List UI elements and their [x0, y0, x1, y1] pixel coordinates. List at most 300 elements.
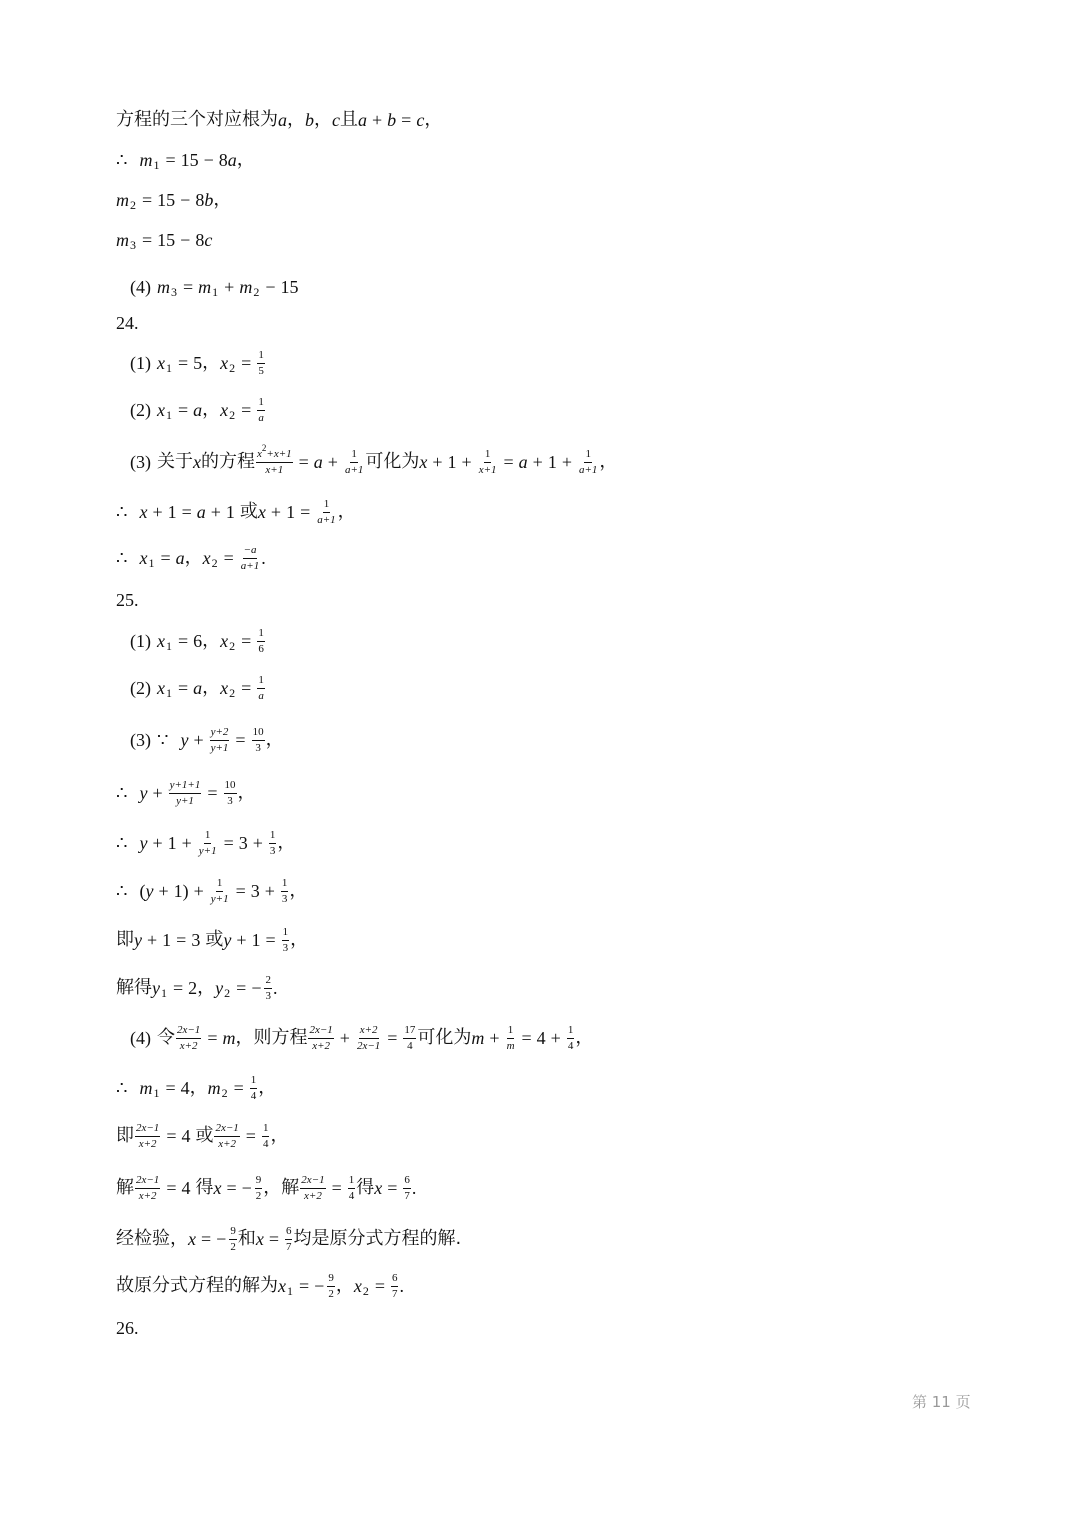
- denominator: 7: [285, 1240, 292, 1253]
- fraction: [285, 1226, 293, 1253]
- var: a: [196, 502, 206, 522]
- denominator: 4: [567, 1039, 574, 1052]
- text: ，: [335, 1275, 354, 1296]
- denominator: x+1: [478, 463, 497, 476]
- denominator: 4: [348, 1189, 355, 1202]
- fraction: [282, 927, 290, 954]
- text: ，: [314, 109, 332, 130]
- fraction: [176, 1025, 201, 1052]
- var: m: [139, 1078, 153, 1098]
- fraction: [403, 1025, 416, 1052]
- number: 1: [173, 881, 183, 901]
- math-line: (1) x 1 = 6 ， x 2 = $\frac{1}{6}$: [130, 626, 264, 655]
- therefore-symbol: ∴: [116, 881, 128, 901]
- subscript: 1: [148, 556, 155, 570]
- denominator: 2: [255, 1189, 262, 1202]
- number: 1: [547, 452, 557, 472]
- fraction: [506, 1025, 516, 1052]
- var: x: [157, 400, 165, 420]
- fraction: [229, 1226, 237, 1253]
- denominator: 3: [281, 892, 288, 905]
- math-line: ∴ x + 1 = a + 1 或 x + 1 = $\frac{1}{a+1}$ ，: [116, 497, 356, 526]
- subscript: 2: [224, 986, 231, 1000]
- math-line: ∴ y + 1 + $\frac{1}{y+1}$ = 3 + $\frac{1}{3}$ ，: [116, 828, 296, 857]
- number: 15: [157, 190, 176, 210]
- denominator: 4: [250, 1089, 257, 1102]
- var: y: [223, 930, 232, 950]
- subscript: 2: [130, 198, 136, 212]
- subscript: 2: [211, 556, 218, 570]
- fraction: [316, 499, 336, 526]
- fraction: [240, 545, 260, 572]
- numerator: 9: [327, 1273, 335, 1287]
- var: x: [353, 1276, 362, 1296]
- var: x: [419, 452, 428, 472]
- denominator: 4: [262, 1137, 269, 1150]
- var: x: [278, 1276, 286, 1296]
- var: b: [204, 190, 214, 210]
- math-line: (3) ∵ y + $\frac{y+2}{y+1}$ = $\frac{10}{3}$ ，: [130, 725, 284, 754]
- number: 8: [218, 150, 228, 170]
- text: ，: [202, 677, 221, 698]
- text: 即: [116, 929, 134, 950]
- text: ，: [599, 451, 618, 472]
- numerator: 10: [224, 780, 237, 794]
- fraction: [255, 1175, 263, 1202]
- number: 8: [195, 190, 205, 210]
- var: m: [157, 277, 170, 297]
- var: a: [193, 400, 203, 420]
- text: ，: [258, 1077, 277, 1098]
- var: a: [313, 452, 323, 472]
- var: x: [220, 631, 229, 651]
- denominator: a+1: [344, 463, 364, 476]
- text: ，: [265, 729, 284, 750]
- fraction: [257, 675, 265, 702]
- fraction: [403, 1175, 411, 1202]
- text: 解: [116, 1177, 134, 1198]
- var: a: [358, 110, 367, 130]
- question-label: 26.: [116, 1318, 139, 1338]
- denominator: 7: [404, 1189, 410, 1202]
- fraction: [257, 350, 265, 377]
- denominator: y+1: [210, 741, 229, 754]
- subscript: 2: [362, 1284, 369, 1298]
- question-label: 24.: [116, 313, 139, 333]
- part-label: (4): [130, 1028, 151, 1048]
- part-label: (2): [130, 678, 151, 698]
- var: m: [207, 1078, 221, 1098]
- numerator: 1: [257, 397, 265, 411]
- numerator: 6: [391, 1273, 399, 1287]
- therefore-symbol: ∴: [116, 150, 128, 170]
- math-line: 经检验， x = − $\frac{9}{2}$ 和 x = $\frac{6}{7}$ 均是原分式方程的解.: [116, 1224, 462, 1253]
- fraction: [257, 628, 265, 655]
- var: x: [188, 1229, 196, 1249]
- subscript: 1: [287, 1284, 293, 1298]
- question-number: [116, 1319, 139, 1337]
- math-line: ∴ m 1 = 15 − 8 a ，: [116, 149, 255, 172]
- subscript: 1: [212, 285, 219, 299]
- denominator: y+1: [210, 892, 229, 905]
- numerator: 9: [255, 1175, 263, 1189]
- subscript: 3: [130, 238, 136, 252]
- text: ，: [289, 880, 308, 901]
- subscript: 2: [229, 639, 236, 653]
- text: 经检验，: [116, 1228, 188, 1249]
- text: 可化为: [365, 451, 420, 472]
- fraction: [348, 1175, 356, 1202]
- numerator: 1: [584, 449, 592, 463]
- text: ，则方程: [235, 1027, 308, 1048]
- fraction: [308, 1025, 333, 1052]
- fraction: [257, 397, 265, 424]
- because-symbol: ∵: [157, 730, 169, 750]
- numerator: 2x−1: [308, 1025, 333, 1039]
- numerator: 2x−1: [214, 1123, 239, 1137]
- var: y: [152, 978, 160, 998]
- text: 的方程: [201, 451, 255, 472]
- var: m: [471, 1028, 485, 1048]
- denominator: 3: [282, 941, 289, 954]
- fraction: [344, 449, 364, 476]
- numerator: 1: [323, 499, 331, 513]
- var: c: [416, 110, 425, 130]
- text: 令: [157, 1027, 175, 1048]
- part-label: (3): [130, 452, 151, 472]
- math-line: (2) x 1 = a ， x 2 = $\frac{1}{a}$: [130, 395, 264, 424]
- var: m: [116, 190, 129, 210]
- part-label: (4): [130, 277, 151, 297]
- var: m: [139, 150, 153, 170]
- var: x: [257, 502, 266, 522]
- denominator: 3: [227, 794, 233, 807]
- math-line: ∴ y + $\frac{y+1+1}{y+1}$ = $\frac{10}{3}$ ，: [116, 778, 256, 807]
- denominator: 7: [391, 1287, 398, 1300]
- denominator: x+1: [265, 463, 284, 476]
- question-number: [116, 591, 139, 609]
- var: x: [374, 1178, 383, 1198]
- text: ，: [290, 929, 309, 950]
- var: x: [193, 452, 201, 472]
- number: 4: [181, 1178, 191, 1198]
- part-label: (1): [130, 631, 151, 651]
- therefore-symbol: ∴: [116, 833, 128, 853]
- fraction: [264, 975, 272, 1002]
- number: 3: [238, 833, 248, 853]
- subscript: 1: [166, 686, 172, 700]
- fraction: [300, 1175, 325, 1202]
- var: y: [134, 930, 142, 950]
- text: ，: [202, 352, 221, 373]
- math-line: m 2 = 15 − 8 b ，: [116, 189, 232, 212]
- numerator: 9: [229, 1226, 237, 1240]
- denominator: 2: [230, 1240, 236, 1253]
- subscript: 2: [229, 408, 236, 422]
- fraction: [224, 780, 237, 807]
- var: x: [213, 1178, 222, 1198]
- fraction: [252, 727, 265, 754]
- denominator: x+2: [218, 1137, 237, 1150]
- var: c: [332, 110, 340, 130]
- fraction: [269, 830, 277, 857]
- var: a: [193, 678, 203, 698]
- numerator: [256, 442, 293, 463]
- number: 1: [167, 502, 177, 522]
- text: 关于: [157, 451, 193, 472]
- numerator: 1: [484, 449, 492, 463]
- number: 2: [188, 978, 198, 998]
- denominator: x+2: [179, 1039, 198, 1052]
- var: a: [278, 110, 287, 130]
- text: 解得: [116, 977, 152, 998]
- text: ，: [263, 1177, 282, 1198]
- var: y: [139, 783, 148, 803]
- var: c: [204, 230, 213, 250]
- var: x: [139, 502, 148, 522]
- numerator: −a: [243, 545, 258, 559]
- denominator: x+2: [304, 1189, 322, 1202]
- text: ，: [424, 109, 443, 130]
- number: 6: [193, 631, 203, 651]
- text: 或: [239, 501, 258, 522]
- fraction: [262, 1123, 270, 1150]
- numerator: 1: [204, 830, 212, 844]
- denominator: x+2: [312, 1039, 331, 1052]
- denominator: x+2: [138, 1137, 157, 1150]
- var: m: [222, 1028, 236, 1048]
- var: x: [139, 548, 148, 568]
- text: 且: [340, 109, 358, 130]
- numerator: 1: [282, 927, 290, 941]
- var: x: [220, 353, 229, 373]
- fraction: [356, 1025, 381, 1052]
- numerator: 6: [403, 1175, 411, 1189]
- numerator: 1: [507, 1025, 515, 1039]
- expr: +x+1: [266, 447, 292, 460]
- number: 4: [180, 1078, 190, 1098]
- text: 可化为: [417, 1027, 472, 1048]
- numerator: 1: [269, 830, 277, 844]
- var: m: [198, 277, 212, 297]
- number: 15: [180, 150, 199, 170]
- subscript: 2: [221, 1086, 228, 1100]
- numerator: y+1+1: [169, 780, 202, 794]
- fraction: [327, 1273, 335, 1300]
- math-line: (3) 关于 x 的方程 $\frac{x^2+x+1}{x+1}$ = a + $\frac{1}{a+1}$ 可化为 x + 1 + $\frac{1}{x+1}$ = a + 1 + $\frac{1}{a+1}$ ，: [130, 442, 618, 476]
- text: 解: [281, 1177, 300, 1198]
- numerator: 1: [262, 1123, 270, 1137]
- math-line: 即 $\frac{2x-1}{x+2}$ = 4 或 $\frac{2x-1}{x+2}$ = $\frac{1}{4}$ ，: [116, 1121, 289, 1150]
- numerator: 6: [285, 1226, 293, 1240]
- subscript: 2: [253, 285, 260, 299]
- number: 5: [193, 353, 203, 373]
- math-line: (1) x 1 = 5 ， x 2 = $\frac{1}{5}$: [130, 348, 264, 377]
- number: 15: [280, 277, 299, 297]
- fraction: [210, 727, 230, 754]
- numerator: 2x−1: [300, 1175, 325, 1189]
- numerator: y+2: [210, 727, 230, 741]
- numerator: 1: [257, 350, 265, 364]
- number: 1: [251, 930, 261, 950]
- denominator: 5: [258, 364, 264, 377]
- number: 3: [250, 881, 260, 901]
- numerator: 1: [350, 449, 358, 463]
- denominator: a+1: [578, 463, 598, 476]
- var: a: [175, 548, 185, 568]
- text: ，: [575, 1027, 594, 1048]
- math-line: 解得 y 1 = 2 ， y 2 = − $\frac{2}{3}$ .: [116, 973, 278, 1002]
- text: 得: [195, 1177, 214, 1198]
- text: 方程的三个对应根为: [116, 109, 278, 130]
- math-line: (4) 令 $\frac{2x-1}{x+2}$ = m ，则方程 $\frac{2x-1}{x+2}$ + $\frac{x+2}{2x-1}$ = $\frac{17}{4}$ 可化为 m + $\frac{1}{m}$ = 4 + $\frac{1}{4}$ ，: [130, 1023, 594, 1052]
- fraction: [250, 1075, 258, 1102]
- var: x: [157, 631, 165, 651]
- denominator: 4: [407, 1039, 413, 1052]
- number: 1: [447, 452, 457, 472]
- question-label: 25.: [116, 590, 139, 610]
- numerator: 2x−1: [135, 1123, 160, 1137]
- subscript: 1: [166, 361, 172, 375]
- var: b: [387, 110, 397, 130]
- fraction: [198, 830, 218, 857]
- numerator: 10: [252, 727, 265, 741]
- fraction: [391, 1273, 399, 1300]
- number: 4: [536, 1028, 546, 1048]
- numerator: 1: [250, 1075, 258, 1089]
- var: a: [227, 150, 237, 170]
- subscript: 1: [153, 158, 160, 172]
- numerator: 1: [257, 628, 265, 642]
- therefore-symbol: ∴: [116, 502, 128, 522]
- math-line: 即 y + 1 = 3 或 y + 1 = $\frac{1}{3}$ ，: [116, 925, 309, 954]
- number: 1: [286, 502, 296, 522]
- math-line: (2) x 1 = a ， x 2 = $\frac{1}{a}$: [130, 673, 264, 702]
- therefore-symbol: ∴: [116, 783, 128, 803]
- numerator: 1: [281, 878, 289, 892]
- denominator: 3: [255, 741, 261, 754]
- numerator: x+2: [359, 1025, 379, 1039]
- text: ，: [184, 547, 203, 568]
- text: ，: [277, 832, 296, 853]
- denominator: 2x−1: [356, 1039, 381, 1052]
- therefore-symbol: ∴: [116, 1078, 128, 1098]
- subscript: 1: [166, 639, 172, 653]
- var: b: [305, 110, 314, 130]
- text: 故原分式方程的解为: [116, 1275, 278, 1296]
- denominator: y+1: [198, 844, 217, 857]
- subscript: 3: [171, 285, 177, 299]
- page-number: 第 11 页: [912, 1393, 971, 1411]
- numerator: 1: [257, 675, 265, 689]
- subscript: 1: [153, 1086, 160, 1100]
- numerator: 17: [403, 1025, 416, 1039]
- fraction: [135, 1175, 160, 1202]
- var: y: [180, 730, 189, 750]
- math-line: 方程的三个对应根为 a ， b ， c 且 a + b = c ，: [116, 109, 443, 130]
- numerator: 2x−1: [176, 1025, 201, 1039]
- numerator: 2x−1: [135, 1175, 160, 1189]
- math-line: 解 $\frac{2x-1}{x+2}$ = 4 得 x = − $\frac{9}{2}$ ， 解 $\frac{2x-1}{x+2}$ = $\frac{1}{4}$ 得 x = $\frac{6}{7}$ .: [116, 1173, 417, 1202]
- math-line: m 3 = 15 − 8 c: [116, 230, 213, 252]
- math-line: ∴ m 1 = 4 ， m 2 = $\frac{1}{4}$ ，: [116, 1073, 277, 1102]
- var: x: [157, 678, 165, 698]
- math-line: (4) m 3 = m 1 + m 2 − 15: [130, 277, 299, 299]
- text: ，: [337, 501, 356, 522]
- part-label: (1): [130, 353, 151, 373]
- denominator: x+2: [138, 1189, 157, 1202]
- var: x: [220, 678, 229, 698]
- math-line: ∴ x 1 = a ， x 2 = $\frac{-a}{a+1}$ .: [116, 543, 266, 572]
- denominator: 3: [269, 844, 276, 857]
- text: ，: [189, 1077, 208, 1098]
- text: 均是原分式方程的解.: [293, 1228, 462, 1249]
- subscript: 1: [161, 986, 167, 1000]
- text: 或: [205, 929, 224, 950]
- fraction: [567, 1025, 575, 1052]
- text: ，: [236, 149, 255, 170]
- number: 1: [167, 833, 177, 853]
- fraction: [214, 1123, 239, 1150]
- fraction: [210, 878, 230, 905]
- text: 即: [116, 1125, 134, 1146]
- var: y: [139, 833, 148, 853]
- denominator: a: [258, 689, 264, 702]
- numerator: 1: [567, 1025, 575, 1039]
- subscript: 1: [166, 408, 172, 422]
- question-number: [116, 314, 139, 332]
- math-line: 故原分式方程的解为 x 1 = − $\frac{9}{2}$ ， x 2 = $\frac{6}{7}$ .: [116, 1271, 404, 1300]
- number: 8: [195, 230, 205, 250]
- denominator: a+1: [317, 513, 336, 526]
- text: 得: [356, 1177, 375, 1198]
- math-line: ∴ ( y + 1 ) + $\frac{1}{y+1}$ = 3 + $\frac{1}{3}$ ，: [116, 876, 308, 905]
- text: ，: [287, 109, 305, 130]
- denominator: 6: [258, 642, 264, 655]
- part-label: (2): [130, 400, 151, 420]
- part-label: (3): [130, 730, 151, 750]
- var: x: [157, 353, 165, 373]
- fraction: [169, 780, 202, 807]
- fraction: [578, 449, 598, 476]
- text: 和: [237, 1228, 256, 1249]
- number: 1: [162, 930, 172, 950]
- text: 或: [195, 1125, 214, 1146]
- text: ，: [237, 782, 256, 803]
- expr: x: [257, 447, 262, 460]
- denominator: a: [258, 411, 264, 424]
- numerator: 1: [216, 878, 224, 892]
- number: 1: [225, 502, 235, 522]
- number: 4: [181, 1126, 191, 1146]
- fraction: [256, 442, 293, 476]
- denominator: 3: [265, 989, 271, 1002]
- text: ，: [197, 977, 216, 998]
- number: 15: [157, 230, 176, 250]
- numerator: 2: [264, 975, 272, 989]
- subscript: 2: [229, 361, 236, 375]
- var: x: [202, 548, 211, 568]
- denominator: y+1: [176, 794, 194, 807]
- var: y: [145, 881, 154, 901]
- var: m: [239, 277, 253, 297]
- denominator: a+1: [240, 559, 260, 572]
- fraction: [135, 1123, 160, 1150]
- var: y: [215, 978, 224, 998]
- text: ，: [202, 399, 221, 420]
- subscript: 2: [229, 686, 236, 700]
- fraction: [478, 449, 498, 476]
